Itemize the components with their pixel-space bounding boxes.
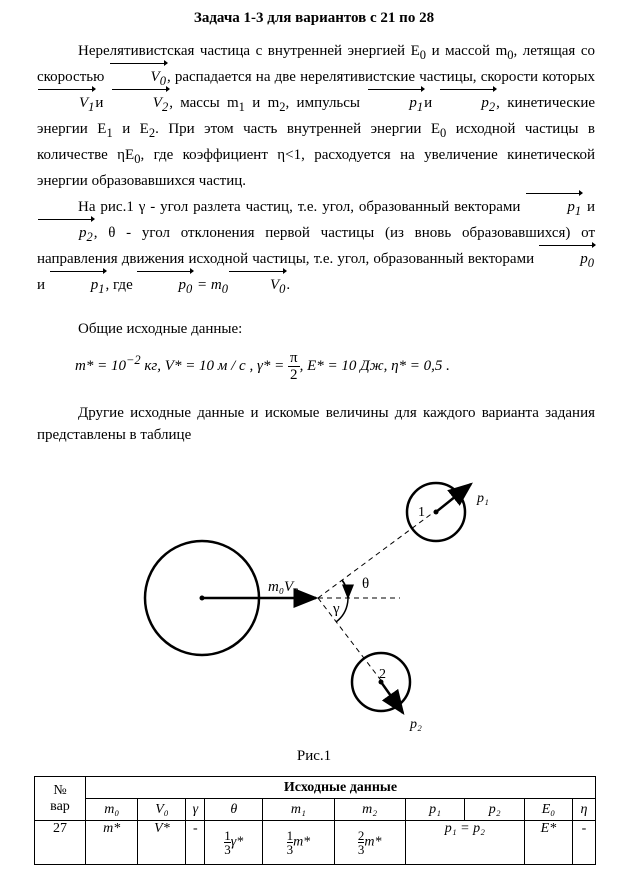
vector-V2: $V_2$ xyxy=(111,92,169,118)
vector-V0: $V_0$ xyxy=(109,66,167,92)
fraction-pi-over-2: $\frac{\pi}{2}$ xyxy=(290,350,298,383)
label-particle-1: 1 xyxy=(418,505,425,520)
paragraph-common-data: Общие исходные данные: xyxy=(78,321,243,337)
input-data-table xyxy=(34,776,596,865)
header-input-data: Исходные данные xyxy=(86,777,596,799)
vector-p1: $p_1$ xyxy=(367,92,424,118)
paragraph-angles: На рис.1 γ - угол разлета частиц, т.е. угол, образованный векторами $p_1$ и $p_2$, θ - угол отклонения первой частицы (из вновь образовавшихся) от направления движения исходной частицы, т.е. угол, образованный векторами $p_0$ и $p_1$, где $p_0 = m_0$ $V_0$. xyxy=(37,196,595,300)
label-theta: θ xyxy=(362,576,370,592)
problem-title: Задача 1-3 для вариантов с 21 по 28 xyxy=(193,10,435,26)
label-gamma: γ xyxy=(333,601,340,617)
header-variant-number: № вар xyxy=(35,777,86,821)
formula-common-values: $m* = 10^{-2}$ кг, V* = 10 м / с , γ* = $\frac{\pi}{2}$ , E* = 10 Дж, η* = 0,5 . xyxy=(75,350,450,383)
vector-p2: $p_2$ xyxy=(439,92,496,118)
table-row: 27 m* V* - $\frac{1}{3}$ γ* $\frac{1}{3}$ m* $\frac{2}{3}$ m* p₁ = p₂ E* - xyxy=(35,821,596,865)
label-p2: p₂ xyxy=(410,717,422,732)
label-p1: p₁ xyxy=(477,491,489,506)
label-particle-2: 2 xyxy=(379,667,386,682)
table-subheader-row: m₀ V₀ γ θ m₁ m₂ p₁ p₂ E₀ η xyxy=(35,799,596,821)
vector-V1: $V_1$ xyxy=(37,92,95,118)
figure-decay-diagram xyxy=(0,470,628,740)
figure-caption: Рис.1 xyxy=(296,748,332,764)
paragraph-description: Нерелятивистская частица с внутренней энергией $E_0$ и массой $m_0$, летящая со скоростью $V_0$, распадается на две нерелятивистские частицы, скорости которых $V_1и$ $V_2$, массы $m_1$ и $m_2$, импульсы $p_1и$ $p_2$, кинетические энергии $E_1$ и $E_2$. При этом часть внутренней энергии $E_0$ исходной частицы в количестве $\eta E_0$, где коэффициент η<1, расходуется на увеличение кинетической энергии образовавшихся частиц. xyxy=(37,43,596,189)
label-m0V0: m₀V₀ xyxy=(268,579,299,595)
paragraph-table-intro: Другие исходные данные и искомые величины для каждого варианта задания представлены в таблице xyxy=(37,405,595,443)
